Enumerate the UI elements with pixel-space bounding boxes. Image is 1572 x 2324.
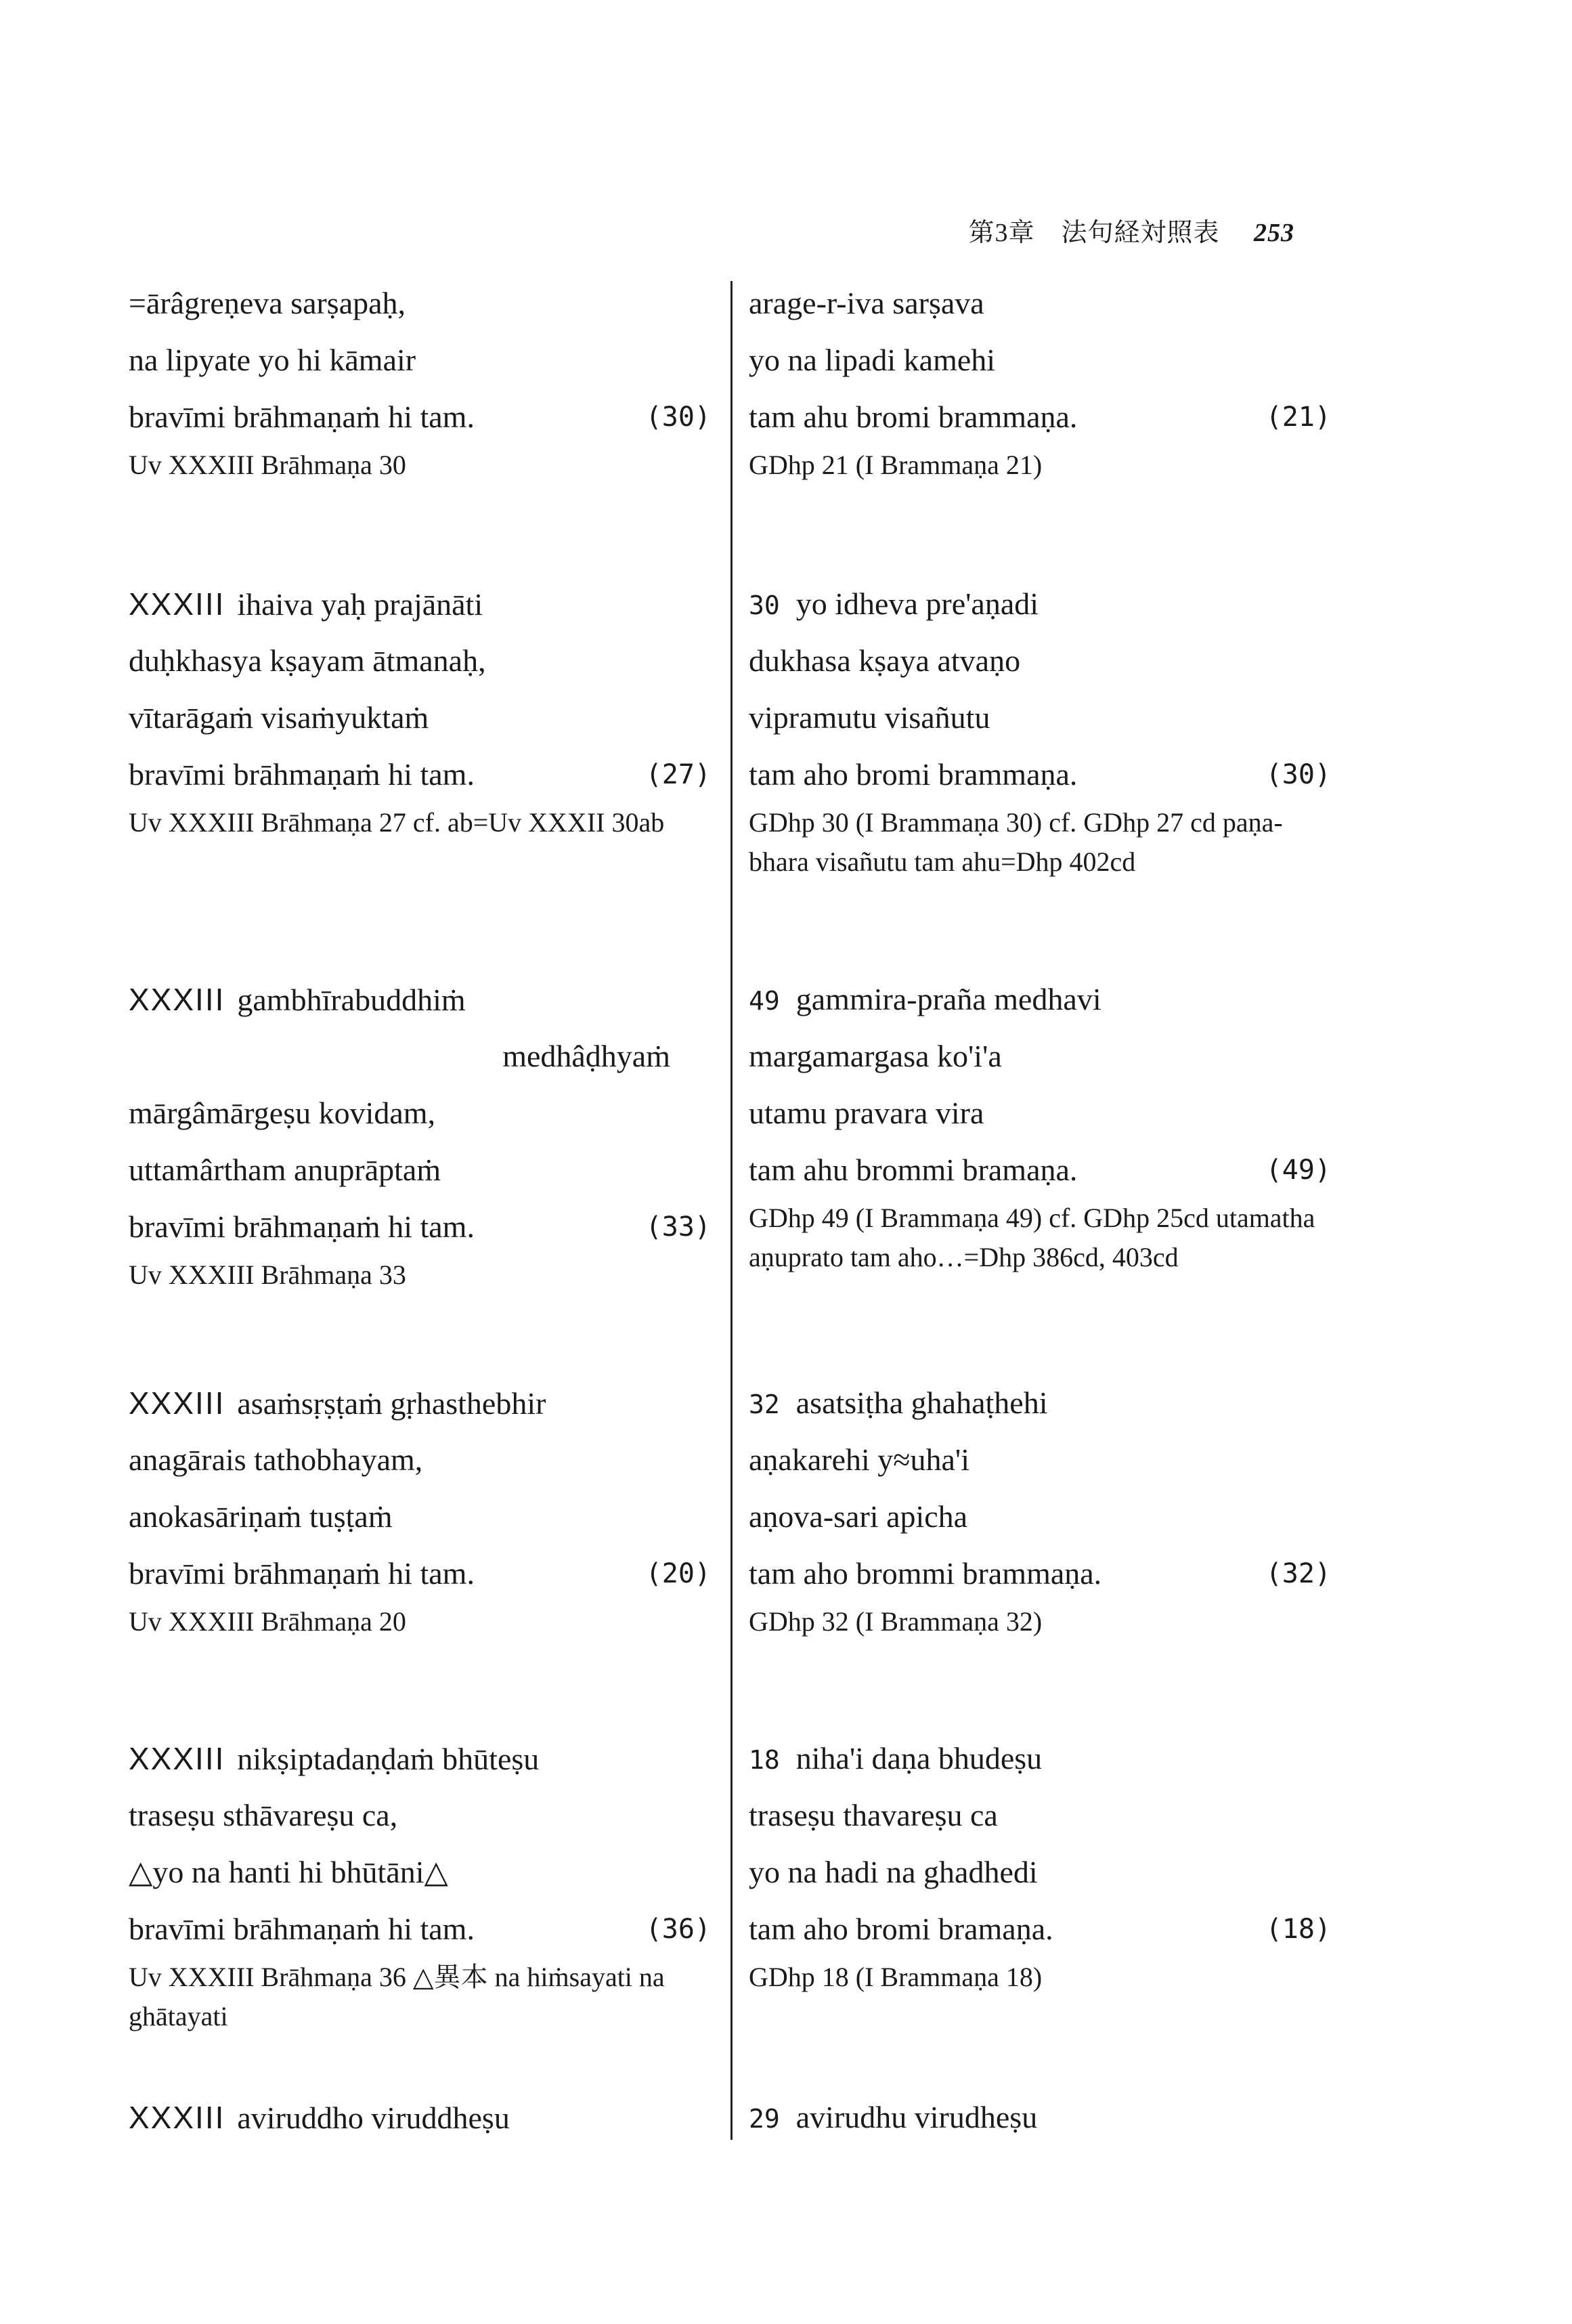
verse-reference: Uv XXXIII Brāhmaṇa 20 xyxy=(129,1606,406,1637)
chapter-label: XXXIII xyxy=(129,586,225,622)
verse-text: niha'i daṇa bhudeṣu xyxy=(795,1741,1043,1776)
verse-block xyxy=(749,2089,1331,2146)
chapter-label: XXXIII xyxy=(129,982,225,1017)
verse-line xyxy=(749,2089,1331,2146)
verse-text: bravīmi brāhmaṇaṁ hi tam. xyxy=(129,400,475,434)
verse-reference: Uv XXXIII Brāhmaṇa 30 xyxy=(129,450,406,480)
verse-reference: Uv XXXIII Brāhmaṇa 36 △異本 na hiṁsayati na ghātayati xyxy=(129,1962,665,2031)
verse-block xyxy=(749,1730,1331,1997)
chapter-label: XXXIII xyxy=(129,1741,225,1776)
page-header xyxy=(968,211,1294,249)
verse-line xyxy=(129,1844,711,1901)
chapter-label: XXXIII xyxy=(129,1385,225,1421)
verse-text: duḥkhasya kṣayam ātmanaḥ, xyxy=(129,643,486,678)
verse-text: mārgâmārgeṣu kovidam, xyxy=(129,1096,436,1130)
verse-line xyxy=(129,275,711,332)
verse-line xyxy=(129,1488,711,1545)
verse-line xyxy=(749,1545,1331,1602)
verse-index: 32 xyxy=(749,1390,780,1419)
verse-line xyxy=(749,389,1331,446)
verse-line xyxy=(749,576,1331,632)
verse-block xyxy=(749,275,1331,485)
verse-line xyxy=(129,971,711,1028)
column-divider xyxy=(730,281,733,2140)
verse-block xyxy=(129,1730,711,2036)
verse-block xyxy=(129,275,711,485)
verse-index: 18 xyxy=(749,1745,780,1775)
verse-line xyxy=(749,332,1331,389)
verse-text: yo na lipadi kamehi xyxy=(749,343,996,377)
verse-reference: GDhp 30 (I Brammaṇa 30) cf. GDhp 27 cd paṇa-bhara visañutu tam ahu=Dhp 402cd xyxy=(749,807,1283,877)
verse-index: 49 xyxy=(749,986,780,1016)
verse-text: bravīmi brāhmaṇaṁ hi tam. xyxy=(129,757,475,792)
verse-block xyxy=(129,2089,711,2146)
verse-line xyxy=(129,1901,711,1958)
verse-text: ihaiva yaḥ prajānāti xyxy=(237,587,483,622)
verse-text: asatsiṭha ghahaṭhehi xyxy=(795,1385,1048,1420)
verse-number: (33) xyxy=(645,1211,711,1243)
verse-line xyxy=(129,1199,711,1255)
verse-block xyxy=(749,971,1331,1277)
verse-index: 30 xyxy=(749,590,780,620)
chapter-label: XXXIII xyxy=(129,2100,225,2135)
verse-line xyxy=(749,1787,1331,1844)
verse-line xyxy=(129,1787,711,1844)
verse-line xyxy=(749,746,1331,803)
verse-line xyxy=(129,632,711,689)
verse-text: vītarāgaṁ visaṁyuktaṁ xyxy=(129,700,429,735)
verse-text: nikṣiptadaṇḍaṁ bhūteṣu xyxy=(237,1742,540,1776)
verse-text: aviruddho viruddheṣu xyxy=(237,2101,510,2135)
verse-text: medhâḍhyaṁ xyxy=(502,1039,670,1073)
verse-reference: GDhp 21 (I Brammaṇa 21) xyxy=(749,450,1043,480)
verse-text: bravīmi brāhmaṇaṁ hi tam. xyxy=(129,1912,475,1946)
verse-text: aṇova-sari apicha xyxy=(749,1499,968,1534)
verse-text: tam ahu bromi brammaṇa. xyxy=(749,400,1078,434)
verse-number: (18) xyxy=(1265,1914,1331,1945)
verse-text: tam aho bromi brammaṇa. xyxy=(749,757,1078,792)
verse-line xyxy=(749,1730,1331,1787)
verse-line xyxy=(129,389,711,446)
verse-line xyxy=(749,1142,1331,1199)
verse-block xyxy=(749,576,1331,882)
verse-block xyxy=(129,1375,711,1641)
verse-text: gammira-praña medhavi xyxy=(795,982,1101,1016)
page-number: 253 xyxy=(1254,219,1294,247)
verse-text: bravīmi brāhmaṇaṁ hi tam. xyxy=(129,1556,475,1591)
verse-line xyxy=(129,332,711,389)
verse-line xyxy=(129,2089,711,2146)
verse-text: margamargasa ko'i'a xyxy=(749,1039,1002,1073)
verse-line xyxy=(749,632,1331,689)
verse-reference: Uv XXXIII Brāhmaṇa 27 cf. ab=Uv XXXII 30ab xyxy=(129,807,665,838)
verse-text: gambhīrabuddhiṁ xyxy=(237,983,466,1017)
verse-text: yo na hadi na ghadhedi xyxy=(749,1855,1038,1889)
verse-line xyxy=(129,1142,711,1199)
verse-line xyxy=(129,576,711,632)
verse-block xyxy=(129,971,711,1295)
verse-number: (32) xyxy=(1265,1558,1331,1589)
verse-index: 29 xyxy=(749,2104,780,2134)
verse-line xyxy=(749,1085,1331,1142)
verse-text: △yo na hanti hi bhūtāni△ xyxy=(129,1855,448,1889)
verse-text: tam aho brommi brammaṇa. xyxy=(749,1556,1102,1591)
verse-line xyxy=(749,1488,1331,1545)
verse-line xyxy=(129,1375,711,1432)
verse-text: utamu pravara vira xyxy=(749,1096,984,1130)
verse-line xyxy=(129,689,711,746)
verse-line xyxy=(129,746,711,803)
verse-text: anagārais tathobhayam, xyxy=(129,1442,423,1477)
verse-reference: Uv XXXIII Brāhmaṇa 33 xyxy=(129,1260,406,1290)
verse-line xyxy=(749,1844,1331,1901)
verse-line xyxy=(129,1730,711,1787)
verse-reference: GDhp 32 (I Brammaṇa 32) xyxy=(749,1606,1043,1637)
verse-text: yo idheva pre'aṇadi xyxy=(795,586,1039,621)
verse-text: uttamârtham anuprāptaṁ xyxy=(129,1153,441,1187)
verse-number: (20) xyxy=(645,1558,711,1589)
verse-reference: GDhp 18 (I Brammaṇa 18) xyxy=(749,1962,1043,1992)
verse-line xyxy=(749,1028,1331,1085)
verse-line xyxy=(129,1028,711,1085)
verse-reference: GDhp 49 (I Brammaṇa 49) cf. GDhp 25cd utamatha aṇuprato tam aho…=Dhp 386cd, 403cd xyxy=(749,1203,1315,1272)
verse-line xyxy=(749,275,1331,332)
verse-line xyxy=(749,689,1331,746)
verse-number: (30) xyxy=(645,402,711,433)
verse-line xyxy=(749,971,1331,1028)
verse-number: (36) xyxy=(645,1914,711,1945)
verse-text: aṇakarehi y≈uha'i xyxy=(749,1442,969,1477)
verse-text: asaṁsṛṣṭaṁ gṛhasthebhir xyxy=(237,1386,546,1421)
verse-number: (49) xyxy=(1265,1155,1331,1186)
verse-line xyxy=(749,1375,1331,1432)
verse-text: traseṣu thavareṣu ca xyxy=(749,1798,998,1832)
verse-text: na lipyate yo hi kāmair xyxy=(129,343,416,377)
chapter-title: 第3章 法句経対照表 xyxy=(968,219,1220,247)
verse-text: traseṣu sthāvareṣu ca, xyxy=(129,1798,398,1832)
verse-text: bravīmi brāhmaṇaṁ hi tam. xyxy=(129,1209,475,1244)
verse-number: (21) xyxy=(1265,402,1331,433)
verse-number: (27) xyxy=(645,759,711,790)
verse-text: =ārâgreṇeva sarṣapaḥ, xyxy=(129,286,406,320)
verse-line xyxy=(129,1545,711,1602)
verse-text: anokasāriṇaṁ tuṣṭaṁ xyxy=(129,1499,393,1534)
verse-text: vipramutu visañutu xyxy=(749,700,990,735)
verse-block xyxy=(749,1375,1331,1641)
verse-line xyxy=(129,1432,711,1488)
verse-text: tam ahu brommi bramaṇa. xyxy=(749,1153,1078,1187)
verse-text: arage-r-iva sarṣava xyxy=(749,286,984,320)
verse-text: tam aho bromi bramaṇa. xyxy=(749,1912,1053,1946)
verse-number: (30) xyxy=(1265,759,1331,790)
verse-line xyxy=(749,1901,1331,1958)
verse-line xyxy=(129,1085,711,1142)
verse-line xyxy=(749,1432,1331,1488)
verse-block xyxy=(129,576,711,842)
verse-text: avirudhu virudheṣu xyxy=(795,2100,1038,2134)
verse-text: dukhasa kṣaya atvaṇo xyxy=(749,643,1021,678)
